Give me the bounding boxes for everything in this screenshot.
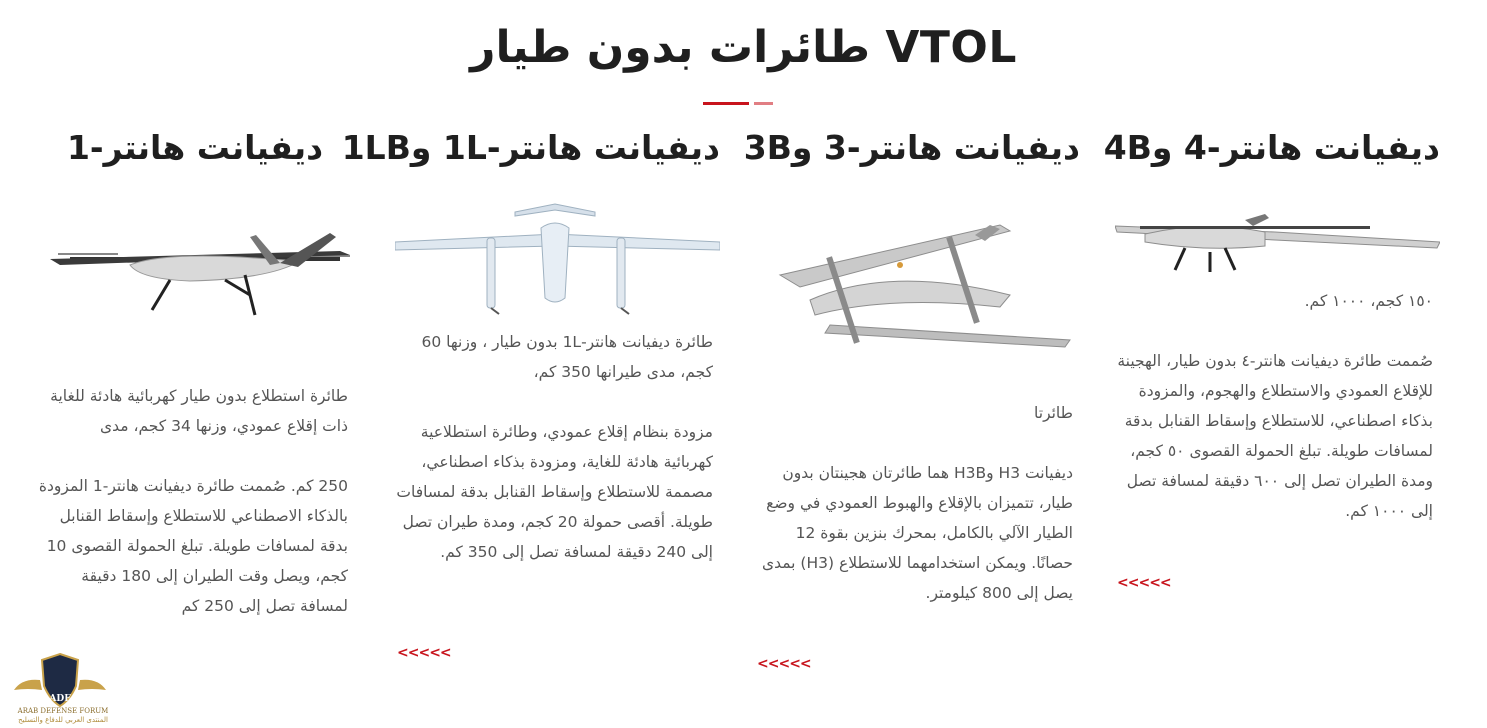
product-card-hunter-1 [30, 0, 360, 728]
description-paragraph: طائرة استطلاع بدون طيار كهربائية هادئة للغاية ذات إقلاع عمودي، وزنها 34 كجم، مدى [50, 387, 348, 435]
watermark-sublabel: المنتدى العربي للدفاع والتسليح [18, 716, 108, 724]
description-paragraph: صُممت طائرة ديفيانت هانتر-٤ بدون طيار، الهجينة للإقلاع العمودي والاستطلاع والهجوم، والمزودة بذكاء اصطناعي، للاستطلاع وإسقاط القنابل بدقة لمسافات طويلة. تبلغ الحمولة القصوى ٥٠ كجم، ومدة الطيران تصل إلى ٦٠٠ دقيقة لمسافة تصل إلى ١٠٠٠ كم. [1117, 352, 1433, 520]
product-card-hunter-1l [341, 0, 720, 728]
description-paragraph: ديفيانت H3 وH3B هما طائرتان هجينتان بدون طيار، تتميزان بالإقلاع والهبوط العمودي في وضع الطيار الآلي بالكامل، بمحرك بنزين بقوة 12 حصانًا. ويمكن استخدامهما للاستطلاع (H3) بمدى يصل إلى 800 كيلومتر. [761, 464, 1073, 602]
logo-monogram: ADF [49, 694, 71, 704]
product-title: ديفيانت هانتر-4 و4B [1103, 128, 1440, 167]
product-card-hunter-4 [1103, 0, 1440, 728]
product-title: ديفيانت هانتر-1 [66, 128, 324, 167]
product-description [30, 381, 348, 621]
heavy-vtol-drone-icon [1115, 212, 1440, 278]
page-title: طائرات بدون طيار VTOL [470, 22, 1017, 73]
product-title: ديفيانت هانتر-1L و1LB [341, 128, 720, 167]
read-more-link[interactable]: <<<<< [1117, 575, 1171, 591]
product-description [395, 327, 713, 567]
read-more-link[interactable]: <<<<< [757, 656, 811, 672]
read-more-link[interactable]: <<<<< [397, 645, 451, 661]
fixed-wing-drone-icon [395, 198, 720, 318]
description-paragraph: 250 كم. صُممت طائرة ديفيانت هانتر-1 المزودة بالذكاء الاصطناعي للاستطلاع وإسقاط القنابل بدقة لمسافات طويلة. تبلغ الحمولة القصوى 10 كجم، ويصل وقت الطيران إلى 180 دقيقة لمسافة تصل إلى 250 كم [38, 477, 348, 615]
vtol-drone-icon [40, 225, 360, 325]
hybrid-vtol-drone-icon [770, 215, 1075, 355]
description-paragraph: مزودة بنظام إقلاع عمودي، وطائرة استطلاعية كهربائية هادئة للغاية، ومزودة بذكاء اصطناعي، مصممة للاستطلاع وإسقاط القنابل بدقة لمسافات طويلة. أقصى حمولة 20 كجم، ومدة طيران تصل إلى 240 دقيقة لمسافة تصل إلى 350 كم. [396, 423, 713, 561]
description-paragraph: ١٥٠ كجم، ١٠٠٠ كم. [1304, 292, 1433, 310]
watermark-label: ARAB DEFENSE FORUM [17, 707, 109, 715]
product-title: ديفيانت هانتر-3 و3B [743, 128, 1080, 167]
product-description [755, 398, 1073, 608]
description-paragraph: طائرة ديفيانت هانتر-1L بدون طيار ، وزنها 60 كجم، مدى طيرانها 350 كم، [421, 333, 713, 381]
product-description [1115, 286, 1433, 526]
description-paragraph: طائرتا [1034, 404, 1073, 422]
